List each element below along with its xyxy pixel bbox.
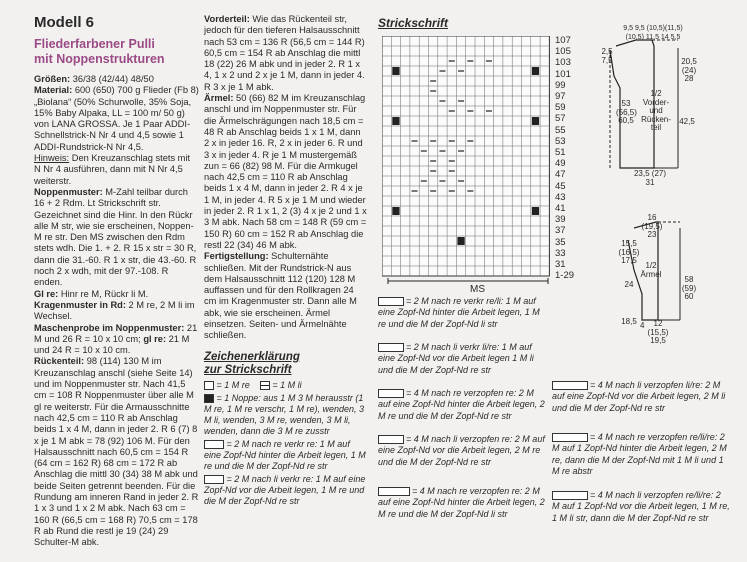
row-label: 45 [555,180,566,192]
row-label: 49 [555,158,566,170]
row-label: 41 [555,203,566,214]
legend-h-text: = 4 M nach li verzopfen re/li/re: 2 M auf 1 Zopf-Nd vor die Arbeit legen, 1 M re, 1 M li str, dann die M der Zopf-Nd re str [552,490,730,523]
row-label: 97 [555,91,566,102]
legend-h [552,490,730,524]
kragen-label: Kragenmuster in Rd: [34,299,126,310]
sleeve-top-dims: 16 (19,5) 23 [641,213,663,239]
maschen-label: Maschenprobe im Noppenmuster: [34,322,185,333]
cross-lir-symbol-icon [378,343,404,352]
vorder-text: Wie das Rückenteil str, jedoch für den tieferen Halsausschnitt nach 53 cm = 136 R (56,5 cm = 144 R) 60,5 cm = 154 R ab Anschlag die mittl 18 (22) 26 M abk und in jeder 2. R 1 x 4, 1 x 2 und 2 x je 1 M, dann in jeder 4. R 3 x je 1 M abk. [204,14,365,92]
legend-2r-text: = 2 M nach re verkr re: 1 M auf eine Zopf-Nd hinter die Arbeit legen, 1 M re und die M der Zopf-Nd re str [204,438,366,471]
aermel-label: Ärmel: [204,93,234,104]
legend-basic [204,380,367,391]
cross-right-symbol-icon [204,440,224,449]
row-label: 53 [555,135,566,147]
sleeve-left2-dims: 24 [624,280,634,289]
gl-text: Hinr re M, Rückr li M. [60,288,149,299]
noppe-mark [532,67,539,75]
cable4-left-rlr-symbol-icon [552,491,588,500]
legend-c-text: = 4 M nach re verzopfen re: 2 M auf eine Zopf-Nd hinter die Arbeit legen, 2 M re und die M der Zopf-Nd re str [378,388,545,421]
noppe-mark [392,67,399,75]
sleeve-left3-dims: 18,5 [621,317,637,326]
body-right2-dims: 42,5 [679,117,695,126]
legend-noppe-text: = 1 Noppe: aus 1 M 3 M herausstr (1 M re, 1 M re verschr, 1 M re), wenden, 3 M li, wenden, 3 M re, wenden, 3 M li, wenden, dann die 3 M re zusstr [204,392,365,436]
gl-para [34,289,199,300]
row-label: 105 [555,46,571,58]
sleeve-right-dims: 58 (59) 60 [681,275,697,301]
sleeve-bottom-pre: 4 [640,321,645,330]
cable4-right-symbol-icon [378,389,404,398]
maschen-label2: gl re: [143,333,167,344]
row-label: 57 [555,113,566,125]
column-left [34,0,199,548]
legend-e [378,486,548,520]
fertig-text: Schulternähte schließen. Mit der Rundstrick-N aus dem Halsausschnitt 112 (120) 128 M auffassen und für den Rollkragen 24 cm im Kragenmuster str. Dann alle M abk, wie sie erscheinen. Ärmel einsetzen. Seiten- und Ärmelnähte schließen. [204,251,357,341]
row-label: 99 [555,79,566,91]
body-top-dims: 9,5 9,5 (10,5)(11,5)(10,5) 11,5 14 5,5 [623,25,683,41]
vorder-label: Vorderteil: [204,14,250,24]
row-label: 47 [555,169,566,181]
legend-b [378,342,543,376]
noppen-label: Noppenmuster: [34,186,103,197]
model-title: Modell 6 [34,14,95,31]
hinweis-text: Den Kreuzanschlag stets mit N Nr 4 ausführen, dann mit N Nr 4,5 weiterstr. [34,153,191,186]
legend-title-2: zur Strickschrift [204,363,292,376]
row-label: 59 [555,102,566,114]
aermel-text: 50 (66) 82 M im Kreuzanschlag anschl und im Noppenmuster str. Für die Ärmelschrägungen nach 18,5 cm = 48 R ab Anschlag beids 1 x 1 M, dann 2 x in jeder 16. R, 2 x in jeder 6. R und 3 x in jeder 4. R je 1 M mustergemäß zun = 66 (82) 98 M. Für die Armkugel nach 42,5 cm = 110 R ab Anschlag beids 1 x 4 M, dann in jeder 2. R 4 x je 1 M, in jeder 4. R 5 x je 1 M und wieder in jeder 2. R 1 x 1, 2 (3) 4 x je 2 und 1 x 3 M abk. Nach 58 cm = 148 R (59 cm = 150 R) 60 cm = 152 R ab Anschlag die restl 22 (34) 46 M abk. [204,93,367,250]
legend-b-text: = 2 M nach li verkr li/re: 1 M auf eine Zopf-Nd vor die Arbeit legen 1 M li und die M der Zopf-Nd re str [378,342,534,375]
fertig-label: Fertigstellung: [204,251,269,262]
legend-g [552,432,730,478]
knitting-chart-grid [382,36,552,281]
noppe-mark [392,207,399,215]
legend-d [378,434,548,468]
maschen-para [34,323,199,357]
noppen-para [34,187,199,289]
legend-2l-text: = 2 M nach li verkr re: 1 M auf eine Zopf-Nd vor die Arbeit legen, 1 M re und die M der Zopf-Nd re str [204,473,366,506]
legend-f-text: = 4 M nach li verzopfen li/re: 2 M auf eine Zopf-Nd vor die Arbeit legen, 2 M li und die M der Zopf-Nd re str [552,380,726,413]
ruecken-para [34,356,199,548]
row-label: 55 [555,124,566,136]
noppe-mark [532,117,539,125]
subtitle-line1: Fliederfarbener Pulli [34,37,155,51]
sleeve-center-label: 1/2 Ärmel [640,261,662,279]
row-label: 39 [555,214,566,226]
hinweis-label: Hinweis: [34,153,70,164]
noppe-mark [392,117,399,125]
kragen-text: 2 M re, 2 M li im Wechsel. [34,299,195,322]
legend-knit: = 1 M re [216,379,250,390]
noppe-mark [532,207,539,215]
fertig-para [204,251,367,341]
material-text: 600 (650) 700 g Flieder (Fb 8) „Biolana“ (50% Schurwolle, 35% Soja, 15% Baby Alpaka, LL = 100 m/ 50 g) von LANA GROSSA. Je 1 Paar ADDI-Schnellstrick-N Nr 4 und 4,5 sowie 1 ADDI-Rundstrick-N Nr 4,5. [34,85,199,152]
legend-g-text: = 4 M nach re verzopfen re/li/re: 2 M auf 1 Zopf-Nd hinter die Arbeit legen, 2 M re, dann die M der Zopf-Nd mit 1 M li und 1 M re abstr [552,432,727,477]
ms-bracket [384,276,554,286]
legend-2r [204,439,367,472]
row-label: 101 [555,68,571,80]
vorder-para [204,14,367,93]
ruecken-text: 98 (114) 130 M im Kreuzanschlag anschl (siehe Seite 14) und im Noppenmuster str. Nach 41,5 cm = 108 R Noppenmuster über alle M gl re weiterstr. Für die Armausschnitte nach 42,5 cm = 110 R ab Anschlag beids 1 x 4 M, dann in jeder 2. R 6 (7) 8 x je 1 M abk = 78 (92) 106 M. Für den Halsausschnitt nach 60,5 cm = 154 R (64 cm = 162 R) 68 cm = 172 R ab Anschlag die mittl 30 (34) 38 M abk und beide Seiten getrennt beenden. Für die Rundung am inneren Rand in jeder 2. R 1 x 3 und 1 x 2 M abk. Nach 63 cm = 160 R (66,5 cm = 168 R) 70,5 cm = 178 R ab Rund die restl je 19 (24) 29 Schulter-M abk. [34,356,199,548]
noppe-mark [457,237,464,245]
row-label: 1-29 [555,270,575,282]
body-side-dims: 53 (56,5) 60,5 [616,99,637,125]
body-right-dims: 20,5 (24) 28 [681,57,697,83]
row-label: 43 [555,191,566,203]
row-label: 31 [555,259,566,270]
row-label: 35 [555,236,566,248]
cable4-left-li-symbol-icon [552,381,588,390]
cross-left-symbol-icon [204,475,224,484]
body-center-label: 1/2 Vorder- und Rücken- teil [641,89,671,132]
cable4-right-rlr-symbol-icon [552,433,588,442]
material-para [34,85,199,153]
hinweis-para [34,153,199,187]
noppe-symbol-icon [204,394,214,403]
gl-label: Gl re: [34,288,59,299]
legend-title-1: Zeichenerklärung [204,350,300,363]
column-middle [204,0,367,507]
row-label: 103 [555,57,571,69]
noppen-text: M-Zahl teilbar durch 16 + 2 Rdm. Lt Strickschrift str. Gezeichnet sind die Hinr. In den Rückr alle M str, wie sie erscheinen, Noppen-M re str. Den MS zwischen den Rdm stets wdh. Die 1. + 2. R 15 x str = 30 R, dann die 31.-60. R 1 x str, die 43.-60. R noch 2 x wdh, mit der 97.-108. R enden. [34,186,197,288]
cable4-right-li-symbol-icon [378,487,410,496]
subtitle-line2: mit Noppenstrukturen [34,52,165,66]
purl-symbol-icon [260,381,270,390]
groessen-text: 36/38 (42/44) 48/50 [72,74,154,84]
legend-d-text: = 4 M nach li verzopfen re: 2 M auf eine Zopf-Nd vor die Arbeit legen, 2 M re und die M der Zopf-Nd re str [378,434,545,467]
chart-title: Strickschrift [378,16,449,30]
row-label: 37 [555,225,566,237]
legend-e-text: = 4 M nach re verzopfen re: 2 M auf eine Zopf-Nd hinter die Arbeit legen, 2 M re und die M der Zopf-Nd li str [378,486,545,519]
legend-a-text: = 2 M nach re verkr re/li: 1 M auf eine Zopf-Nd hinter die Arbeit legen, 1 M re und die M der Zopf-Nd li str [378,296,540,329]
row-label: 107 [555,35,571,46]
legend-f [552,380,730,414]
ruecken-label: Rückenteil: [34,356,85,367]
body-bottom-dims: 23,5 (27) 31 [633,169,667,187]
row-label: 33 [555,247,566,259]
knit-symbol-icon [204,381,214,390]
kragen-para [34,300,199,323]
legend-purl: = 1 M li [272,379,302,390]
sleeve-left-dims: 15,5 (16,5) 17,5 [618,239,640,265]
maschen-text: 21 M und 26 R = 10 x 10 cm; [34,322,198,344]
legend-a [378,296,543,330]
legend-c [378,388,548,422]
groessen-para [34,74,199,85]
cross-rli-symbol-icon [378,297,404,306]
body-left-dims: 2,5 7,5 [601,47,613,65]
aermel-para [204,93,367,251]
ms-label: MS [470,284,485,295]
row-label: 51 [555,147,566,158]
legend-noppe [204,393,367,437]
sleeve-bottom-dims: 12 (15,5) 19,5 [647,319,669,345]
material-label: Material: [34,85,73,96]
groessen-label: Größen: [34,74,71,84]
maschen-text2: 21 M und 24 R = 10 x 10 cm. [34,333,190,356]
cable4-left-symbol-icon [378,435,404,444]
legend-2l [204,474,367,507]
